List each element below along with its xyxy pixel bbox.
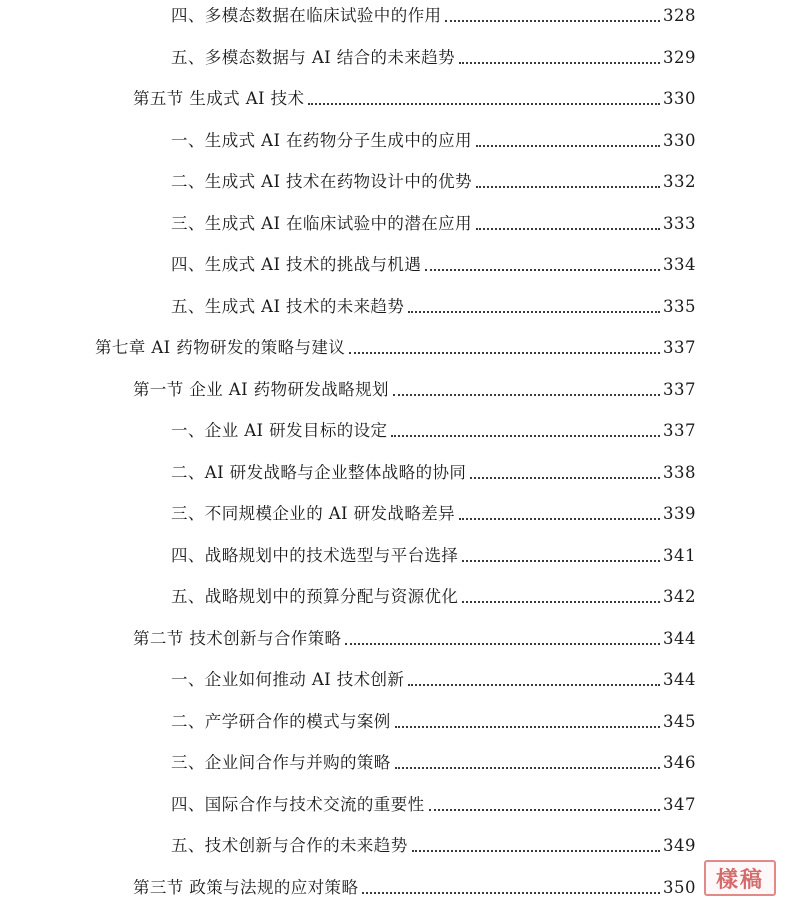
- toc-entry-page: 328: [663, 6, 696, 25]
- toc-entry[interactable]: [171, 711, 696, 733]
- toc-entry-page: 334: [663, 255, 696, 274]
- toc-entry-page: 338: [663, 462, 696, 482]
- toc-entry[interactable]: [171, 5, 696, 27]
- toc-entry-page: 345: [663, 711, 696, 731]
- toc-entry-title: 五、战略规划中的预算分配与资源优化: [171, 587, 459, 606]
- toc-entry[interactable]: [171, 503, 696, 525]
- toc-entry[interactable]: [171, 171, 696, 193]
- toc-entry-page: 350: [663, 877, 696, 897]
- toc-entry[interactable]: [133, 877, 696, 899]
- toc-entry[interactable]: [171, 669, 696, 691]
- toc-entry-page: 337: [663, 338, 696, 357]
- toc-entry-page: 344: [663, 628, 696, 648]
- toc-entry-page: 333: [663, 213, 696, 233]
- toc-entry-page: 341: [663, 545, 696, 565]
- toc-entry-page: 342: [663, 587, 696, 606]
- toc-entry[interactable]: [171, 213, 696, 235]
- toc-entry[interactable]: [171, 462, 696, 484]
- toc-entry-title: 二、产学研合作的模式与案例: [171, 711, 391, 731]
- dot-leader: [445, 20, 660, 22]
- toc-entry-title: 三、生成式 AI 在临床试验中的潜在应用: [171, 213, 472, 233]
- toc-entry-title: 四、多模态数据在临床试验中的作用: [171, 6, 442, 25]
- dot-leader: [470, 477, 660, 479]
- dot-leader: [408, 311, 660, 313]
- toc-entry-title: 四、生成式 AI 技术的挑战与机遇: [171, 255, 422, 274]
- toc-entry[interactable]: [171, 545, 696, 567]
- dot-leader: [476, 186, 660, 188]
- toc-entry-title: 第二节 技术创新与合作策略: [133, 628, 342, 648]
- dot-leader: [393, 394, 660, 396]
- toc-entry-title: 一、企业 AI 研发目标的设定: [171, 421, 388, 440]
- dot-leader: [362, 892, 660, 894]
- toc-entry-page: 339: [663, 504, 696, 523]
- toc-entry-page: 329: [663, 47, 696, 67]
- toc-entry-title: 三、企业间合作与并购的策略: [171, 753, 391, 772]
- toc-entry-page: 337: [663, 379, 696, 399]
- toc-entry-title: 一、企业如何推动 AI 技术创新: [171, 670, 405, 689]
- toc-entry[interactable]: [171, 47, 696, 69]
- toc-entry-title: 第五节 生成式 AI 技术: [133, 89, 305, 108]
- toc-entry[interactable]: [95, 337, 696, 359]
- dot-leader: [391, 435, 660, 437]
- toc-entry-title: 五、多模态数据与 AI 结合的未来趋势: [171, 47, 456, 67]
- toc-entry-title: 第七章 AI 药物研发的策略与建议: [95, 338, 346, 357]
- dot-leader: [462, 601, 660, 603]
- toc-entry-title: 二、AI 研发战略与企业整体战略的协同: [171, 462, 467, 482]
- dot-leader: [345, 643, 660, 645]
- toc-entry[interactable]: [133, 379, 696, 401]
- dot-leader: [308, 103, 660, 105]
- toc-entry-title: 二、生成式 AI 技术在药物设计中的优势: [171, 172, 472, 191]
- toc-entry-title: 第三节 政策与法规的应对策略: [133, 877, 359, 897]
- toc-entry[interactable]: [171, 752, 696, 774]
- toc-entry[interactable]: [133, 628, 696, 650]
- dot-leader: [476, 228, 660, 230]
- toc-entry-page: 332: [663, 172, 696, 191]
- dot-leader: [462, 560, 660, 562]
- toc-entry-title: 五、生成式 AI 技术的未来趋势: [171, 296, 405, 316]
- dot-leader: [408, 684, 660, 686]
- toc-entry-title: 四、战略规划中的技术选型与平台选择: [171, 545, 459, 565]
- watermark-seal: 樣稿: [704, 860, 776, 896]
- toc-entry-page: 335: [663, 296, 696, 316]
- toc-entry-title: 三、不同规模企业的 AI 研发战略差异: [171, 504, 456, 523]
- dot-leader: [412, 850, 660, 852]
- toc-entry[interactable]: [133, 88, 696, 110]
- dot-leader: [459, 518, 660, 520]
- toc-entry-page: 347: [663, 794, 696, 814]
- toc-entry-page: 346: [663, 753, 696, 772]
- toc-entry-title: 一、生成式 AI 在药物分子生成中的应用: [171, 130, 472, 150]
- toc-entry-title: 五、技术创新与合作的未来趋势: [171, 836, 408, 855]
- toc-entry[interactable]: [171, 296, 696, 318]
- dot-leader: [349, 352, 660, 354]
- toc-entry-page: 330: [663, 130, 696, 150]
- toc-entry[interactable]: [171, 835, 696, 857]
- toc-entry-page: 330: [663, 89, 696, 108]
- dot-leader: [425, 269, 660, 271]
- toc-entry[interactable]: [171, 130, 696, 152]
- dot-leader: [395, 767, 660, 769]
- toc-entry[interactable]: [171, 254, 696, 276]
- toc-entry-page: 349: [663, 836, 696, 855]
- toc-entry[interactable]: [171, 794, 696, 816]
- dot-leader: [476, 145, 660, 147]
- toc-entry[interactable]: [171, 420, 696, 442]
- dot-leader: [395, 726, 660, 728]
- dot-leader: [459, 62, 660, 64]
- dot-leader: [429, 809, 661, 811]
- toc-entry[interactable]: [171, 586, 696, 608]
- toc-entry-title: 第一节 企业 AI 药物研发战略规划: [133, 379, 389, 399]
- toc-entry-page: 344: [663, 670, 696, 689]
- toc-entry-title: 四、国际合作与技术交流的重要性: [171, 794, 425, 814]
- toc-entry-page: 337: [663, 421, 696, 440]
